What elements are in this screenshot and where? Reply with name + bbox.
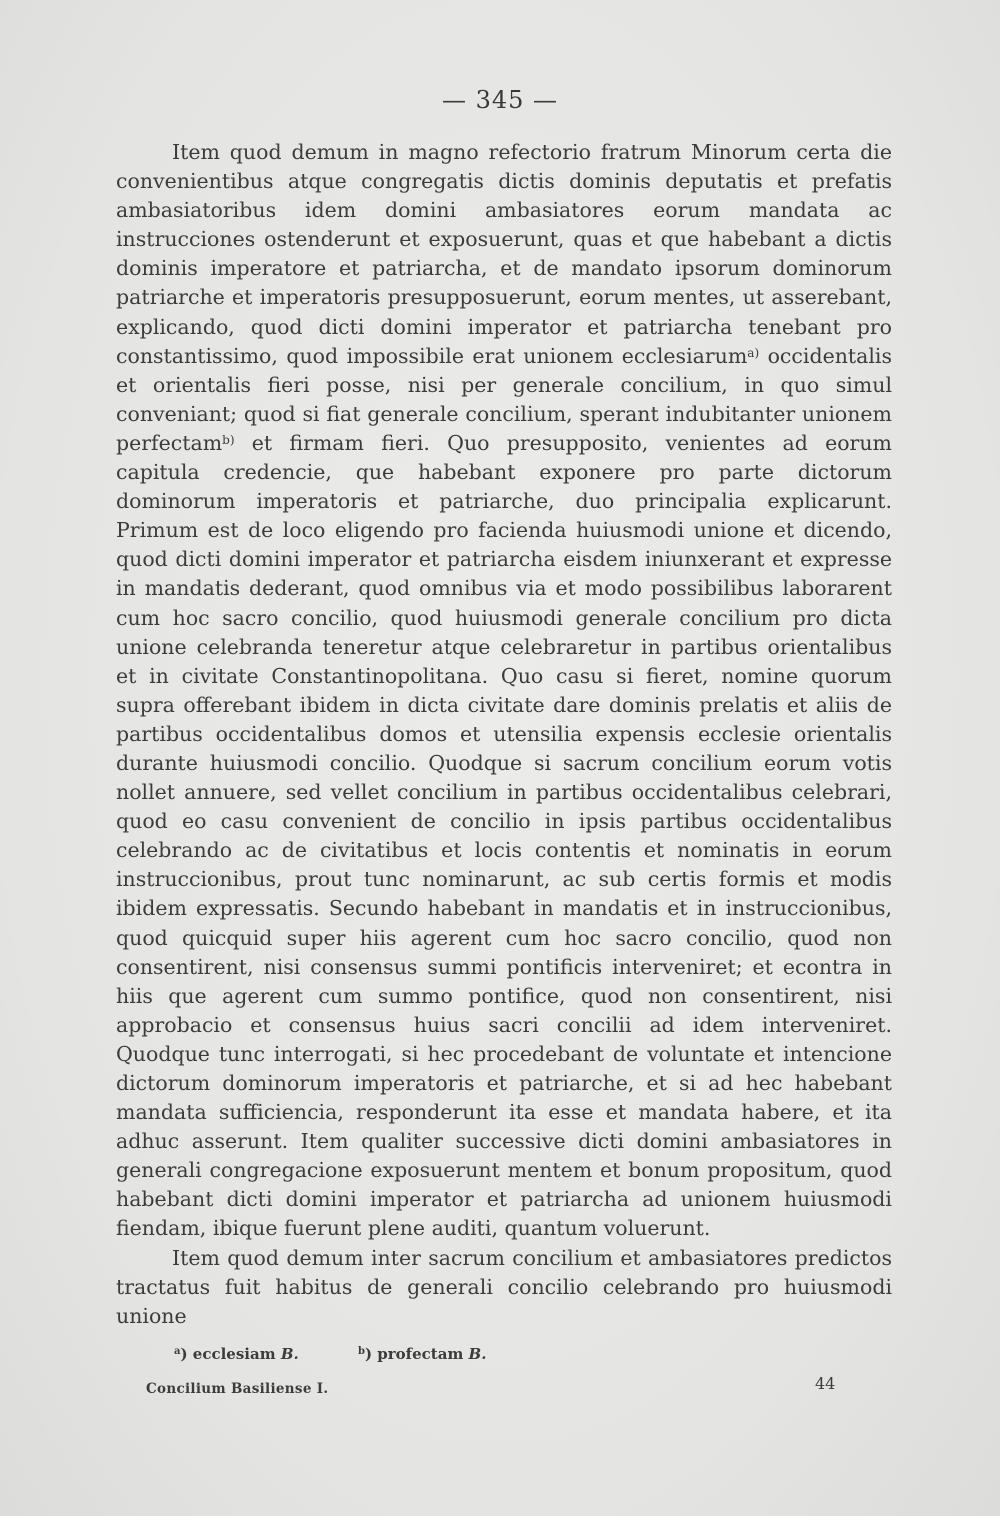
signature-number: 44 — [815, 1374, 836, 1393]
footnote-marker-a: a) — [747, 345, 760, 360]
footnote-a — [174, 1345, 299, 1363]
body-text — [116, 138, 892, 1331]
paragraph — [116, 138, 892, 1244]
footnote-text: ) ecclesiam — [180, 1345, 281, 1363]
footnote-mark: b — [357, 1346, 365, 1357]
footer-title: Concilium Basiliense I. — [146, 1381, 329, 1397]
footnote-mark: a — [174, 1346, 181, 1357]
paragraph-text: Item quod demum in magno refectorio fratrum Minorum certa die convenientibus atque congregatis dictis dominis deputatis et prefatis ambasiatoribus idem domini ambasiatores eorum mandata ac instrucciones ostenderunt et exposuerunt, quas et que habebant a dictis dominis imperatore et patriarcha, et de mandato ipsorum dominorum patriarche et imperatoris presupposuerunt, eorum mentes, ut asserebant, explicando, quod dicti domini imperator et patriarcha tenebant pro constantissimo, quod impossibile erat unionem ecclesiarum — [116, 140, 892, 368]
paragraph-text: et firmam fieri. Quo presupposito, venientes ad eorum capitula credencie, que habebant exponere pro parte dictorum dominorum imperatoris et patriarche, duo principalia explicarunt. Primum est de loco eligendo pro facienda huiusmodi unione et dicendo, quod dicti domini imperator et patriarcha eisdem iniunxerant et expresse in mandatis dederant, quod omnibus via et modo possibilibus laborarent cum hoc sacro concilio, quod huiusmodi generale concilium pro dicta unione celebranda teneretur atque celebraretur in partibus orientalibus et in civitate Constantinopolitana. Quo casu si fieret, nomine quorum supra offerebant ibidem in dicta civitate dare dominis prelatis et aliis de partibus occidentalibus domos et utensilia expensis ecclesie orientalis durante huiusmodi concilio. Quodque si sacrum concilium eorum votis nollet annuere, sed vellet concilium in partibus occidentalibus celebrari, quod eo casu convenient de concilio in ipsis partibus occidentalibus celebrando ac de civitatibus et locis contentis et nominatis in eorum instruccionibus, prout tunc nominarunt, ac sub certis formis et modis ibidem expressatis. Secundo habebant in mandatis et in instruccionibus, quod quicquid super hiis agerent cum hoc sacro concilio, quod non consentirent, nisi consensus summi pontificis interveniret; et econtra in hiis que agerent cum summo pontifice, quod non consentirent, nisi approbacio et consensus huius sacri concilii ad idem interveniret. Quodque tunc interrogati, si hec procedebant de voluntate et intencione dictorum dominorum imperatoris et patriarche, et si ad hec habebant mandata sufficiencia, responderunt ita esse et mandata habere, et ita adhuc asserunt. Item qualiter successive dicti domini ambasiatores in generali congregacione exposuerunt mentem et bonum propositum, quod habebant dicti domini imperator et patriarcha ad unionem huiusmodi fiendam, ibique fuerunt plene auditi, quantum voluerunt. — [116, 430, 892, 1241]
footnote-siglum: B. — [280, 1345, 299, 1363]
footnotes — [174, 1345, 540, 1363]
footnote-siglum: B. — [468, 1345, 487, 1363]
footnote-text: ) profectam — [364, 1345, 469, 1363]
footnote-b — [358, 1345, 487, 1363]
paragraph: Item quod demum inter sacrum concilium et ambasiatores predictos tractatus fuit habitus de generali concilio celebrando pro huiusmodi unione — [116, 1245, 892, 1328]
page-number: — 345 — — [441, 86, 559, 114]
footnote-marker-b: b) — [222, 432, 235, 447]
paragraph-text: occidentalis et orientalis fieri posse, nisi per generale concilium, in quo simul conveniant; quod si fiat generale concilium, sperant indubitanter unionem perfectam — [116, 343, 892, 455]
